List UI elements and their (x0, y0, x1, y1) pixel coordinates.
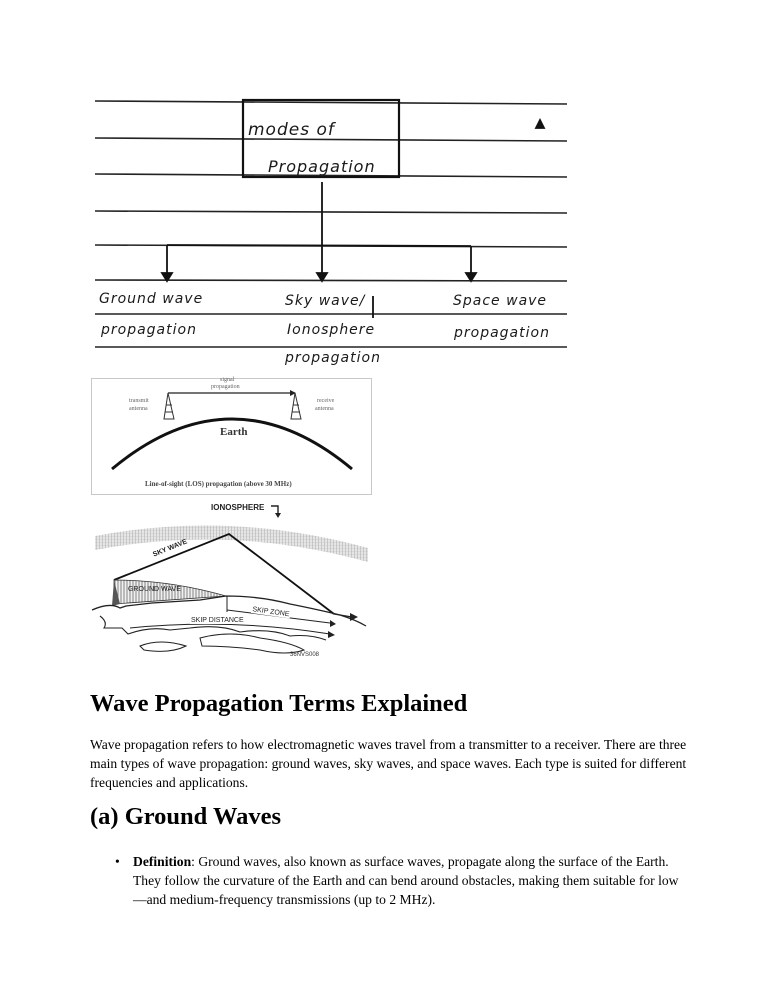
sky-wave-figure (90, 500, 380, 670)
branch-ground-line-2: propagation (101, 322, 197, 338)
transmit-label-1: transmit (129, 398, 149, 404)
definition-text: : Ground waves, also known as surface waves, propagate along the surface of the Earth. They follow the curvature of the Earth and can bend around obstacles, making them suitable for low—and medium-frequency transmissions (up to 2 MHz). (133, 854, 679, 907)
box-title-line-1: modes of (248, 120, 335, 140)
modes-of-propagation-diagram (0, 0, 768, 370)
list-item-definition (90, 852, 690, 909)
ruled-lines-and-arrows (0, 0, 768, 370)
receive-label-2: antenna (315, 406, 334, 412)
ground-waves-bullet-list (90, 852, 690, 909)
skip-distance-label: SKIP DISTANCE (191, 617, 244, 624)
sky-wave-graphic (90, 500, 380, 670)
branch-space-line-1: Space wave (453, 293, 548, 309)
receive-tower-icon (291, 393, 301, 419)
branch-sky-line-2: Ionosphere (287, 322, 376, 338)
branch-ground-line-1: Ground wave (99, 291, 204, 307)
signal-label-2: propagation (211, 384, 240, 390)
los-propagation-figure (91, 378, 372, 495)
figure-id-label: 36NVS008 (290, 652, 320, 658)
receive-label-1: receive (317, 398, 335, 404)
bullet-icon: • (115, 854, 120, 869)
branch-sky-line-1: Sky wave/ (285, 293, 366, 309)
signal-label-1: signal (220, 377, 235, 383)
skip-zone-label: SKIP ZONE (252, 606, 290, 619)
intro-paragraph: Wave propagation refers to how electromagnetic waves travel from a transmitter to a receiver. There are three main types of wave propagation: ground waves, sky waves, and space waves. Each type is suited for different frequencies and applications. (90, 737, 687, 790)
branch-space-line-2: propagation (454, 325, 550, 341)
branch-sky-line-3: propagation (285, 350, 381, 366)
ground-wave-label: GROUND WAVE (128, 586, 181, 593)
earth-label: Earth (220, 426, 248, 438)
box-title-line-2: Propagation (268, 157, 376, 176)
los-caption: Line-of-sight (LOS) propagation (above 30 MHz) (145, 480, 292, 488)
transmit-label-2: antenna (129, 406, 148, 412)
sky-wave-label: SKY WAVE (152, 538, 189, 559)
section-ground-waves-heading: (a) Ground Waves (90, 803, 282, 830)
definition-label: Definition (133, 854, 192, 869)
transmit-tower-icon (164, 393, 174, 419)
article-title: Wave Propagation Terms Explained (90, 690, 468, 717)
ionosphere-label: IONOSPHERE (211, 503, 265, 512)
